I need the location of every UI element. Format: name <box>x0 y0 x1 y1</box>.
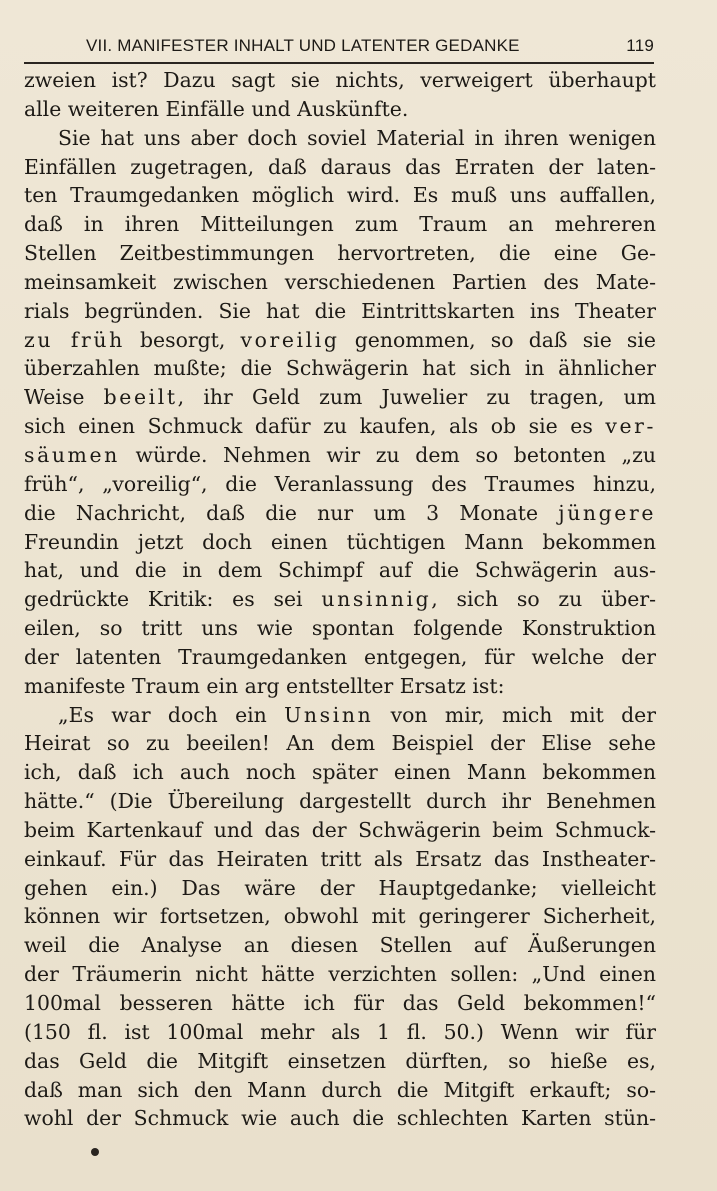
text-line: (150 fl. ist 100mal mehr als 1 fl. 50.) Wenn wir für <box>24 1019 656 1044</box>
text-line: ich, daß ich auch noch später einen Mann bekommen <box>24 760 656 785</box>
text-line: früh“, „voreilig“, die Veranlassung des Traumes hinzu, <box>24 471 656 496</box>
text-line: gehen ein.) Das wäre der Hauptgedanke; vielleicht <box>24 875 656 900</box>
text-line: daß man sich den Mann durch die Mitgift erkauft; so- <box>24 1077 656 1102</box>
text-line: sich einen Schmuck dafür zu kaufen, als ob sie es ver- <box>24 414 656 439</box>
chapter-title: VII. MANIFESTER INHALT UND LATENTER GEDANKE <box>86 36 520 55</box>
spaced-emphasis: ver- <box>605 414 656 439</box>
page-number: 119 <box>626 36 654 55</box>
spaced-emphasis: Unsinn <box>284 702 374 727</box>
text-line: Einfällen zugetragen, daß daraus das Erraten der laten- <box>24 154 656 179</box>
text-line: das Geld die Mitgift einsetzen dürften, so hieße es, <box>24 1048 656 1073</box>
text-line: der Träumerin nicht hätte verzichten sollen: „Und einen <box>24 962 656 987</box>
text-line: „Es war doch ein Unsinn von mir, mich mit der <box>58 702 656 727</box>
text-line: die Nachricht, daß die nur um 3 Monate jüngere <box>24 500 656 525</box>
text-line: daß in ihren Mitteilungen zum Traum an mehreren <box>24 212 656 237</box>
text-line: Freundin jetzt doch einen tüchtigen Mann bekommen <box>24 529 656 554</box>
text-line: Weise beeilt, ihr Geld zum Juwelier zu tragen, um <box>24 385 656 410</box>
spaced-emphasis: zu früh <box>24 327 125 352</box>
running-header <box>24 34 654 58</box>
text-line: der latenten Traumgedanken entgegen, für welche der <box>24 644 656 669</box>
text-line: manifeste Traum ein arg entstellter Ersatz ist: <box>24 673 505 698</box>
spaced-emphasis: jüngere <box>558 500 656 525</box>
text-line: gedrückte Kritik: es sei unsinnig, sich so zu über- <box>24 587 657 612</box>
text-line: eilen, so tritt uns wie spontan folgende Konstruktion <box>24 616 656 641</box>
spaced-emphasis: voreilig <box>240 327 340 352</box>
spaced-emphasis: säumen <box>24 442 120 467</box>
text-line: Stellen Zeitbestimmungen hervortreten, die eine Ge- <box>24 241 656 266</box>
text-line: säumen würde. Nehmen wir zu dem so betonten „zu <box>24 442 656 467</box>
body-text <box>24 66 656 1133</box>
text-line: zweien ist? Dazu sagt sie nichts, verweigert überhaupt <box>24 68 656 92</box>
text-line: ten Traumgedanken möglich wird. Es muß uns auffallen, <box>24 183 656 208</box>
ink-dot <box>91 1148 99 1156</box>
text-line: hätte.“ (Die Übereilung dargestellt durch ihr Benehmen <box>24 789 656 814</box>
spaced-emphasis: unsinnig <box>321 587 432 612</box>
text-line: 100mal besseren hätte ich für das Geld bekommen!“ <box>24 991 656 1015</box>
text-line: rials begründen. Sie hat die Eintrittskarten ins Theater <box>24 298 656 323</box>
text-line: Heirat so zu beeilen! An dem Beispiel der Elise sehe <box>24 731 656 756</box>
text-line: meinsamkeit zwischen verschiedenen Partien des Mate- <box>24 269 656 294</box>
text-line: beim Kartenkauf und das der Schwägerin beim Schmuck- <box>24 817 656 842</box>
text-line: alle weiteren Einfälle und Auskünfte. <box>24 96 409 121</box>
text-line: hat, und die in dem Schimpf auf die Schwägerin aus- <box>24 558 656 583</box>
text-line: weil die Analyse an diesen Stellen auf Äußerungen <box>24 933 656 958</box>
spaced-emphasis: beeilt <box>103 385 178 410</box>
text-line: überzahlen mußte; die Schwägerin hat sich in ähnlicher <box>24 356 656 381</box>
text-line: können wir fortsetzen, obwohl mit geringerer Sicherheit, <box>24 904 656 929</box>
header-rule <box>24 62 654 64</box>
text-line: Sie hat uns aber doch soviel Material in ihren wenigen <box>58 125 656 150</box>
text-line: einkauf. Für das Heiraten tritt als Ersatz das Instheater- <box>24 846 656 871</box>
text-line: zu früh besorgt, voreilig genommen, so daß sie sie <box>24 327 656 352</box>
text-line: wohl der Schmuck wie auch die schlechten Karten stün- <box>24 1106 656 1131</box>
